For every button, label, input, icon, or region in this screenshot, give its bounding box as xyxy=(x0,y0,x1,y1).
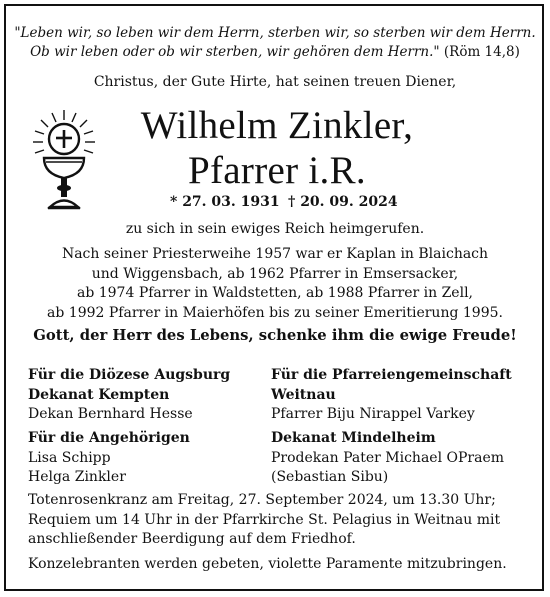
birth-date: * 27. 03. 1931 xyxy=(170,194,280,210)
mourner-heading: Für die Diözese Augsburg xyxy=(28,367,231,383)
bible-quote xyxy=(0,24,550,62)
vestment-note: Konzelebranten werden gebeten, violette Paramente mitzubringen. xyxy=(28,556,507,572)
mourner-heading: Weitnau xyxy=(271,386,336,403)
biography xyxy=(0,245,550,323)
service-line: Totenrosenkranz am Freitag, 27. September 2024, um 13.30 Uhr; xyxy=(28,492,496,508)
biography-line: ab 1992 Pfarrer in Maierhöfen bis zu seiner Emeritierung 1995. xyxy=(47,304,503,321)
service-line: Requiem um 14 Uhr in der Pfarrkirche St. Pelagius in Weitnau mit xyxy=(28,511,501,528)
biography-line: Nach seiner Priesterweihe 1957 war er Kaplan in Blaichach xyxy=(61,246,489,262)
deceased-name-block xyxy=(92,103,462,193)
mourner-name: (Sebastian Sibu) xyxy=(271,469,389,485)
quote-reference: (Röm 14,8) xyxy=(443,44,520,60)
quote-line-1: "Leben wir, so leben wir dem Herrn, sterben wir, so sterben wir dem Herrn. xyxy=(14,25,536,41)
mourner-name: Helga Zinkler xyxy=(28,469,126,485)
mourner-heading: Dekanat Mindelheim xyxy=(271,430,436,446)
mourner-parish xyxy=(271,366,512,425)
blessing-text: Gott, der Herr des Lebens, schenke ihm die ewige Freude! xyxy=(33,327,517,344)
mourner-heading: Für die Angehörigen xyxy=(28,430,190,446)
death-date: † 20. 09. 2024 xyxy=(288,194,398,210)
deceased-name: Wilhelm Zinkler, xyxy=(140,104,414,147)
mourner-heading: Dekanat Kempten xyxy=(28,386,170,403)
called-home-text: zu sich in sein ewiges Reich heimgerufen. xyxy=(125,221,425,237)
biography-line: und Wiggensbach, ab 1962 Pfarrer in Emsersacker, xyxy=(91,265,459,282)
biography-line: ab 1974 Pfarrer in Waldstetten, ab 1988 Pfarrer in Zell, xyxy=(76,285,473,301)
chalice-icon xyxy=(32,108,96,212)
life-dates xyxy=(170,194,398,210)
intro-text: Christus, der Gute Hirte, hat seinen treuen Diener, xyxy=(93,74,457,90)
mourner-name: Lisa Schipp xyxy=(28,449,111,466)
service-line: anschließender Beerdigung auf dem Friedhof. xyxy=(28,531,356,547)
mourner-name: Dekan Bernhard Hesse xyxy=(28,406,193,422)
service-info xyxy=(28,491,528,550)
mourner-heading: Für die Pfarreiengemeinschaft xyxy=(271,367,512,383)
mourner-deanery-mindelheim xyxy=(271,429,504,488)
mourner-name: Prodekan Pater Michael OPraem xyxy=(271,449,505,466)
mourner-relatives xyxy=(28,429,190,488)
quote-line-2: Ob wir leben oder ob wir sterben, wir gehören dem Herrn." xyxy=(30,44,440,60)
mourner-name: Pfarrer Biju Nirappel Varkey xyxy=(271,406,475,422)
mourner-diocese xyxy=(28,366,230,425)
deceased-title: Pfarrer i.R. xyxy=(188,149,366,192)
